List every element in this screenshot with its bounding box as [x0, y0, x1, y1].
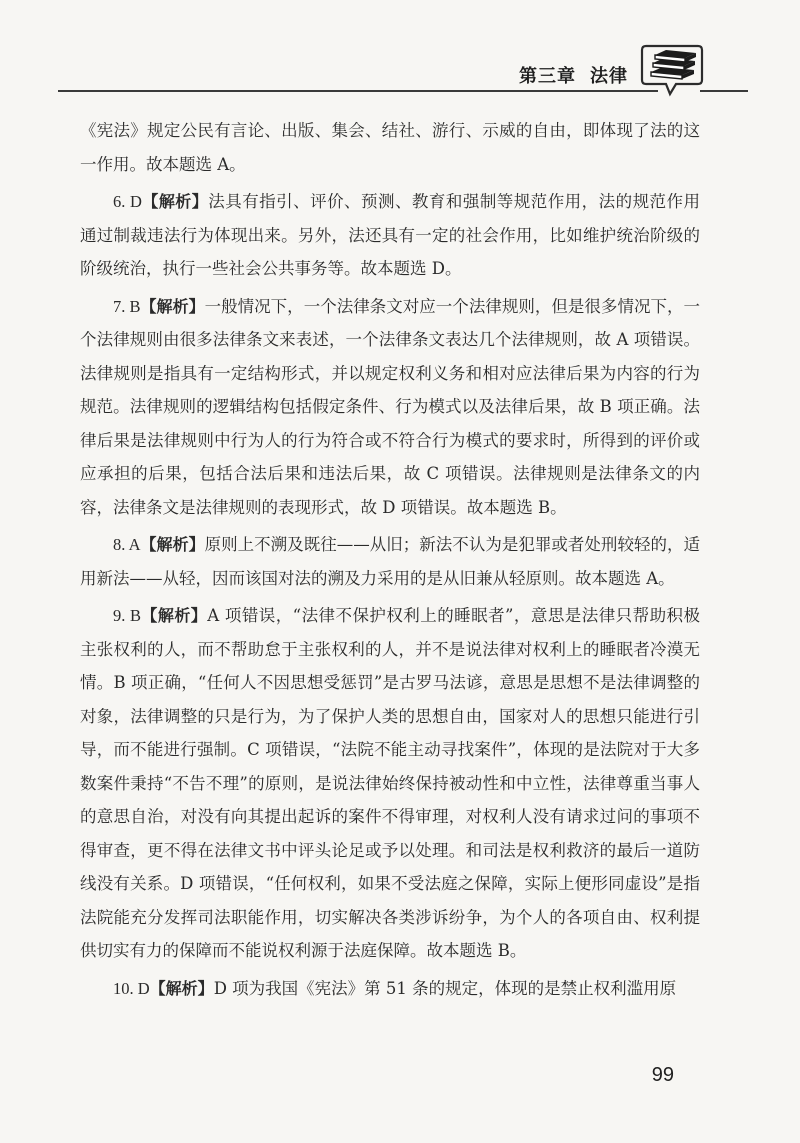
- stacked-books-icon: [640, 42, 704, 98]
- page-number: 99: [651, 1064, 674, 1086]
- analysis-tag: 【解析】: [140, 535, 205, 554]
- answer-number: 10. D: [113, 978, 150, 998]
- analysis-tag: 【解析】: [141, 192, 209, 211]
- analysis-tag: 【解析】: [149, 978, 214, 998]
- header-rule-right: [700, 90, 748, 92]
- answer-explanations: [80, 114, 700, 1009]
- paragraph-text: 《宪法》规定公民有言论、出版、集会、结社、游行、示威的自由，即体现了法的这一作用。故本题选 A。: [80, 121, 700, 174]
- page-header: [0, 0, 800, 100]
- answer-number: 6. D: [113, 192, 142, 211]
- paragraph-text: 一般情况下，一个法律条文对应一个法律规则，但是很多情况下，一个法律规则由很多法律条文来表述，一个法律条文表达几个法律规则，故 A 项错误。法律规则是指具有一定结构形式，并以规定权利义务和相对应法律后果为内容的行为规范。法律规则的逻辑结构包括假定条件、行为模式以及法律后果，故 B 项正确。法律后果是法律规则中行为人的行为符合或不符合行为模式的要求时，所得到的评价或应承担的后果，包括合法后果和违法后果，故 C 项错误。法律规则是法律条文的内容，法律条文是法律规则的表现形式，故 D 项错误。故本题选 B。: [80, 296, 700, 517]
- chapter-title: [519, 62, 628, 88]
- analysis-tag: 【解析】: [140, 296, 205, 316]
- answer-number: 7. B: [113, 296, 141, 316]
- paragraph-text: D 项为我国《宪法》第 51 条的规定，体现的是禁止权利滥用原: [213, 978, 677, 998]
- answer-6: [80, 185, 700, 286]
- paragraph-text: 原则上不溯及既往——从旧；新法不认为是犯罪或者处刑较轻的，适用新法——从轻，因而该国对法的溯及力采用的是从旧兼从轻原则。故本题选 A。: [80, 535, 700, 588]
- analysis-tag: 【解析】: [140, 606, 208, 625]
- answer-number: 8. A: [113, 535, 141, 554]
- answer-7: [80, 290, 700, 525]
- answer-number: 9. B: [113, 606, 141, 625]
- answer-10: [80, 972, 700, 1006]
- paragraph-text: A 项错误，“法律不保护权利上的睡眠者”，意思是法律只帮助积极主张权利的人，而不帮助怠于主张权利的人，并不是说法律对权利上的睡眠者冷漠无情。B 项正确，“任何人不因思想受惩罚”是古罗马法谚，意思是思想不是法律调整的对象，法律调整的只是行为，为了保护人类的思想自由，国家对人的思想只能进行引导，而不能进行强制。C 项错误，“法院不能主动寻找案件”，体现的是法院对于大多数案件秉持“不告不理”的原则，是说法律始终保持被动性和中立性，法律尊重当事人的意思自治，对没有向其提出起诉的案件不得审理，对权利人没有请求过问的事项不得审查，更不得在法律文书中评头论足或予以处理。和司法是权利救济的最后一道防线没有关系。D 项错误，“任何权利，如果不受法庭之保障，实际上便形同虚设”是指法院能充分发挥司法职能作用，切实解决各类涉诉纷争，为个人的各项自由、权利提供切实有力的保障而不能说权利源于法庭保障。故本题选 B。: [80, 606, 700, 960]
- subject-label: 法律: [590, 66, 628, 87]
- continued-paragraph: [80, 114, 700, 181]
- header-rule: [58, 90, 658, 92]
- answer-9: [80, 599, 700, 968]
- chapter-label: 第三章: [519, 66, 576, 87]
- paragraph-text: 法具有指引、评价、预测、教育和强制等规范作用，法的规范作用通过制裁违法行为体现出来。另外，法还具有一定的社会作用，比如维护统治阶级的阶级统治，执行一些社会公共事务等。故本题选 D。: [80, 192, 700, 278]
- answer-8: [80, 528, 700, 595]
